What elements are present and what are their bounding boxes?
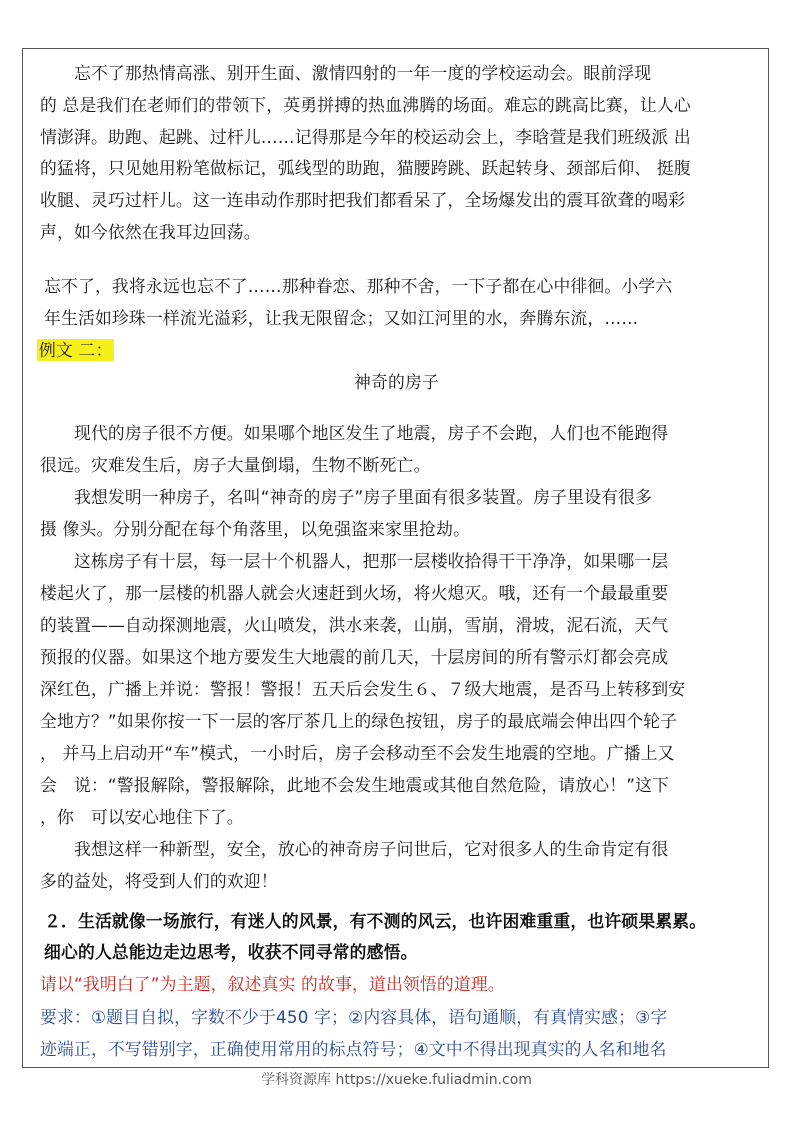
essay-line: ，你 可以安心地住下了。 — [40, 807, 244, 827]
prompt-red: 请以“我明白了”为主题，叙述真实 的故事，道出领悟的道理。 — [40, 974, 505, 994]
essay-line: 会 说：“警报解除，警报解除，此地不会发生地震或其他自然危险，请放心！”这下 — [40, 775, 670, 795]
example-label: 例文 二： — [39, 340, 113, 360]
passage1-line: 收腿、灵巧过杆儿。这一连串动作那时把我们都看呆了，全场爆发出的震耳欲聋的喝彩 — [40, 190, 686, 210]
requirements-line: 要求：①题目自拟，字数不少于450 字；②内容具体，语句通顺，有真情实感；③字 — [40, 1007, 668, 1027]
essay-line: 摄 像头。分别分配在每个角落里，以免强盗来家里抢劫。 — [40, 519, 471, 539]
essay-line: 多的益处，将受到人们的欢迎！ — [40, 871, 278, 891]
essay-line: ， 并马上启动开“车”模式，一小时后，房子会移动至不会发生地震的空地。广播上又 — [40, 743, 675, 763]
requirements-line: 迹端正，不写错别字，正确使用常用的标点符号；④文中不得出现真实的人名和地名 — [40, 1039, 667, 1059]
example-label-line — [37, 337, 747, 363]
task2-line: ２．生活就像一场旅行，有迷人的风景，有不测的风云，也许困难重重，也许硕果累累。 — [44, 911, 707, 931]
essay-line: 这栋房子有十层，每一层十个机器人，把那一层楼收拾得干干净净，如果哪一层 — [40, 551, 669, 571]
essay-line: 我想发明一种房子，名叫“神奇的房子”房子里面有很多装置。房子里设有很多 — [40, 487, 653, 507]
footer-source: 学科资源库 https://xueke.fuliadmin.com — [261, 1072, 532, 1088]
passage1-line: 忘不了那热情高涨、别开生面、激情四射的一年一度的学校运动会。眼前浮现 — [40, 63, 652, 83]
passage1-line: 的猛将，只见她用粉笔做标记，弧线型的助跑，猫腰跨跳、跃起转身、颈部后仰、 挺腹 — [40, 158, 691, 178]
essay-title: 神奇的房子 — [354, 372, 439, 392]
essay-line: 楼起火了，那一层楼的机器人就会火速赶到火场，将火熄灭。哦，还有一个最最重要 — [40, 583, 669, 603]
passage1-line: 的 总是我们在老师们的带领下，英勇拼搏的热血沸腾的场面。难忘的跳高比赛，让人心 — [40, 95, 691, 115]
task2-line: 细心的人总能边走边思考，收获不同寻常的感悟。 — [44, 942, 418, 962]
passage1-line: 情澎湃。助跑、起跳、过杆儿……记得那是今年的校运动会上，李晗萱是我们班级派 出 — [40, 127, 691, 147]
passage2-line: 忘不了，我将永远也忘不了……那种眷恋、那种不舍，一下子都在心中徘徊。小学六 — [44, 276, 673, 296]
essay-line: 深红色，广播上并说：警报！警报！五天后会发生６、７级大地震，是否马上转移到安 — [40, 679, 686, 699]
essay-line: 我想这样一种新型，安全，放心的神奇房子问世后，它对很多人的生命肯定有很 — [40, 839, 669, 859]
essay-line: 很远。灾难发生后，房子大量倒塌，生物不断死亡。 — [40, 455, 431, 475]
essay-line: 的装置——自动探测地震，火山喷发，洪水来袭，山崩，雪崩，滑坡，泥石流，天气 — [40, 615, 669, 635]
passage1-line: 声，如今依然在我耳边回荡。 — [40, 222, 261, 242]
passage2-line: 年生活如珍珠一样流光溢彩，让我无限留念；又如江河里的水，奔腾东流，…… — [44, 308, 639, 328]
essay-line: 现代的房子很不方便。如果哪个地区发生了地震，房子不会跑，人们也不能跑得 — [40, 423, 669, 443]
essay-line: 全地方？”如果你按一下一层的客厅茶几上的绿色按钮，房子的最底端会伸出四个轮子 — [40, 711, 678, 731]
essay-line: 预报的仪器。如果这个地方要发生大地震的前几天，十层房间的所有警示灯都会亮成 — [40, 647, 669, 667]
